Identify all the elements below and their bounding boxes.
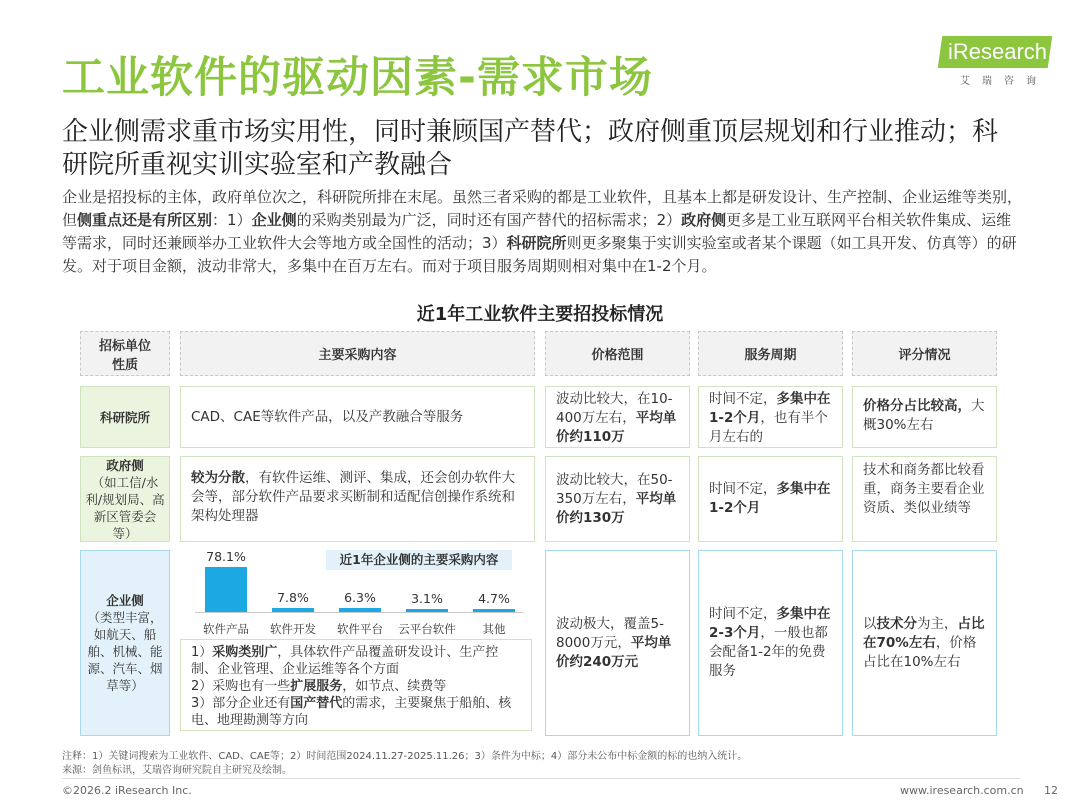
header-price: 价格范围 xyxy=(545,331,690,376)
enterprise-list-item-3: 3）部分企业还有国产替代的需求，主要聚焦于船舶、核电、地理勘测等方向 xyxy=(191,696,512,728)
logo-sub: 艾瑞咨询 xyxy=(960,76,1048,87)
chart-bar xyxy=(205,567,247,612)
table-title: 近1年工业软件主要招投标情况 xyxy=(416,304,664,325)
header-score: 评分情况 xyxy=(852,331,997,376)
header-content: 主要采购内容 xyxy=(180,331,535,376)
enterprise-score: 以技术分为主，占比在70%左右，价格占比在10%左右 xyxy=(852,550,997,736)
research-content: CAD、CAE等软件产品，以及产教融合等服务 xyxy=(180,386,535,448)
footnote-note: 注释：1）关键词搜索为工业软件、CAD、CAE等；2）时间范围2024.11.27-2025.11.26；3）条件为中标；4）部分未公布中标金额的标的也纳入统计。 xyxy=(62,751,748,762)
page-title: 工业软件的驱动因素-需求市场 xyxy=(62,53,653,103)
gov-price: 波动比较大，在50-350万左右，平均单价约130万 xyxy=(545,456,690,542)
footer-copyright: ©2026.2 iResearch Inc. xyxy=(62,784,192,797)
logo-brand: iResearch xyxy=(948,39,1048,64)
footer-website: www.iresearch.com.cn xyxy=(900,784,1024,797)
footer-divider xyxy=(62,778,1020,779)
chart-baseline xyxy=(195,612,523,613)
chart-bar xyxy=(339,608,381,612)
gov-content: 较为分散，有软件运维、测评、集成，还会创办软件大会等，部分软件产品要求买断制和适配信创操作系统和架构处理器 xyxy=(180,456,535,542)
chart-value-label: 78.1% xyxy=(206,549,246,564)
row-label-gov: 政府侧 （如工信/水利/规划局、高新区管委会等） xyxy=(80,456,170,542)
intro-paragraph: 企业是招投标的主体，政府单位次之，科研院所排在末尾。虽然三者采购的都是工业软件，且基本上都是研发设计、生产控制、企业运维等类别，但侧重点还是有所区别：1）企业侧的采购类别最为广泛，同时还有国产替代的招标需求；2）政府侧更多是工业互联网平台相关软件集成、运维等需求，同时还兼顾举办工业软件大会等地方或全国性的活动；3）科研院所则更多聚集于实训实验室或者某个课题（如工具开发、仿真等）的研发。对于项目金额，波动非常大，多集中在百万左右。而对于项目服务周期则相对集中在1-2个月。 xyxy=(62,188,1023,275)
enterprise-content-list xyxy=(180,639,532,731)
enterprise-chart-title: 近1年企业侧的主要采购内容 xyxy=(326,550,512,570)
gov-score: 技术和商务都比较看重，商务主要看企业资质、类似业绩等 xyxy=(852,456,997,542)
chart-bar xyxy=(406,609,448,612)
research-price: 波动比较大，在10-400万左右，平均单价约110万 xyxy=(545,386,690,448)
iresearch-logo xyxy=(932,36,1050,87)
enterprise-list-item-2: 2）采购也有一些扩展服务，如节点、续费等 xyxy=(191,679,447,694)
row-label-enterprise: 企业侧 （类型丰富，如航天、船舶、机械、能源、汽车、烟草等） xyxy=(80,550,170,736)
header-period: 服务周期 xyxy=(698,331,843,376)
chart-value-label: 6.3% xyxy=(344,590,376,606)
chart-category-label: 云平台软件 xyxy=(398,622,456,636)
chart-value-label: 7.8% xyxy=(277,589,309,605)
gov-period: 时间不定，多集中在1-2个月 xyxy=(698,456,843,542)
page-subtitle: 企业侧需求重市场实用性，同时兼顾国产替代；政府侧重顶层规划和行业推动；科研院所重视实训实验室和产教融合 xyxy=(62,117,999,180)
enterprise-list-item-1: 1）采购类别广，具体软件产品覆盖研发设计、生产控制、企业管理、企业运维等各个方面 xyxy=(191,645,499,677)
chart-category-label: 软件开发 xyxy=(270,622,316,636)
chart-category-label: 软件产品 xyxy=(203,622,249,636)
footnote-source: 来源：剑鱼标讯，艾瑞咨询研究院自主研究及绘制。 xyxy=(62,765,292,776)
chart-category-label: 软件平台 xyxy=(337,622,383,636)
enterprise-price: 波动极大，覆盖5-8000万元，平均单价约240万元 xyxy=(545,550,690,736)
research-period: 时间不定，多集中在1-2个月，也有半个月左右的 xyxy=(698,386,843,448)
chart-bar xyxy=(272,608,314,612)
chart-value-label: 4.7% xyxy=(478,591,510,606)
row-label-research: 科研院所 xyxy=(80,386,170,448)
chart-value-label: 3.1% xyxy=(411,591,443,606)
footnote xyxy=(62,750,747,778)
enterprise-period: 时间不定，多集中在2-3个月，一般也都会配备1-2年的免费服务 xyxy=(698,550,843,736)
header-unit-type: 招标单位性质 xyxy=(80,331,170,376)
research-score: 价格分占比较高，大概30%左右 xyxy=(852,386,997,448)
chart-category-label: 其他 xyxy=(482,622,506,636)
chart-bar xyxy=(473,609,515,612)
page-number: 12 xyxy=(1044,784,1058,797)
